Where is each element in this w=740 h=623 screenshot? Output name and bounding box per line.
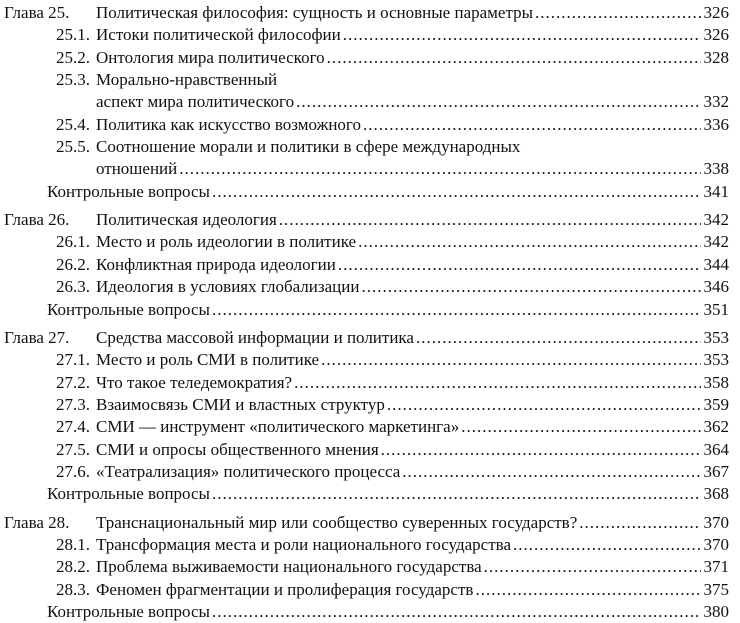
toc-section-row [0, 136, 740, 158]
page-number: 375 [703, 580, 729, 599]
toc-section-row [0, 579, 740, 601]
toc-section-row [0, 24, 740, 46]
entry-title: «Театрализация» политического процесса [96, 462, 401, 481]
chapter-number: Глава 26. [4, 210, 70, 229]
dot-leader [381, 439, 701, 461]
entry-title: Онтология мира политического [96, 48, 325, 67]
dot-leader [579, 512, 701, 534]
entry-title: Средства массовой информации и политика [96, 328, 414, 347]
entry-title: Конфликтная природа идеологии [96, 255, 336, 274]
entry-title: Идеология в условиях глобализации [96, 277, 360, 296]
entry-title: отношений [96, 159, 178, 178]
page-number: 364 [703, 440, 729, 459]
entry-title: Транснациональный мир или сообщество суверенных государств? [96, 513, 578, 532]
page-number: 367 [703, 462, 729, 481]
toc-section-row [0, 556, 740, 578]
chapter-number: Глава 27. [4, 328, 70, 347]
page-number: 358 [703, 373, 729, 392]
dot-leader [179, 158, 701, 180]
dot-leader [484, 556, 701, 578]
page-number: 342 [703, 232, 729, 251]
dot-leader [358, 231, 701, 253]
toc-section-row [0, 231, 740, 253]
toc-chapter-row [0, 512, 740, 534]
chapter-number: Глава 28. [4, 513, 70, 532]
page-number: 353 [703, 350, 729, 369]
dot-leader [212, 483, 701, 505]
toc-chapter-row [0, 2, 740, 24]
dot-leader [212, 299, 701, 321]
page-number: 344 [703, 255, 729, 274]
section-number: 28.2. [56, 557, 90, 576]
toc-review-row [0, 483, 740, 505]
section-number: 28.1. [56, 535, 90, 554]
dot-leader [513, 534, 701, 556]
dot-leader [402, 461, 701, 483]
toc-section-row [0, 372, 740, 394]
entry-title: Истоки политической философии [96, 25, 341, 44]
entry-title: Контрольные вопросы [47, 602, 210, 621]
entry-title: Соотношение морали и политики в сфере международных [96, 137, 521, 156]
section-number: 28.3. [56, 580, 90, 599]
page-number: 353 [703, 328, 729, 347]
dot-leader [294, 372, 701, 394]
chapter-number: Глава 25. [4, 3, 70, 22]
toc-section-row [0, 276, 740, 298]
section-number: 25.3. [56, 70, 90, 89]
page-number: 380 [703, 602, 729, 621]
page-number: 370 [703, 513, 729, 532]
entry-title: Проблема выживаемости национального государства [96, 557, 482, 576]
toc-section-row [0, 114, 740, 136]
page-number: 342 [703, 210, 729, 229]
toc-chapter-row [0, 209, 740, 231]
toc-section-row [0, 416, 740, 438]
dot-leader [475, 579, 701, 601]
entry-title: Трансформация места и роли национального государства [96, 535, 512, 554]
toc-review-row [0, 181, 740, 203]
entry-title: Феномен фрагментации и пролиферация государств [96, 580, 474, 599]
entry-title: Взаимосвязь СМИ и властных структур [96, 395, 385, 414]
toc-review-row [0, 601, 740, 623]
entry-title: Место и роль идеологии в политике [96, 232, 357, 251]
page-number: 359 [703, 395, 729, 414]
section-number: 27.6. [56, 462, 90, 481]
entry-title: Политическая философия: сущность и основные параметры [96, 3, 534, 22]
dot-leader [212, 601, 701, 623]
page-number: 326 [703, 3, 729, 22]
entry-title: СМИ — инструмент «политического маркетинга» [96, 417, 460, 436]
page-number: 362 [703, 417, 729, 436]
toc-review-row [0, 299, 740, 321]
dot-leader [461, 416, 701, 438]
toc-section-row [0, 254, 740, 276]
dot-leader [361, 276, 701, 298]
section-number: 27.5. [56, 440, 90, 459]
section-number: 26.1. [56, 232, 90, 251]
dot-leader [363, 114, 701, 136]
toc-section-row [0, 69, 740, 91]
dot-leader [296, 91, 701, 113]
page-number: 341 [703, 182, 729, 201]
section-number: 25.5. [56, 137, 90, 156]
dot-leader [279, 209, 701, 231]
section-number: 27.1. [56, 350, 90, 369]
entry-title: Морально-нравственный [96, 70, 278, 89]
toc-section-row [0, 439, 740, 461]
section-number: 27.3. [56, 395, 90, 414]
page-number: 370 [703, 535, 729, 554]
toc-section-row [0, 394, 740, 416]
entry-title: Политика как искусство возможного [96, 115, 361, 134]
page-number: 332 [703, 92, 729, 111]
page-number: 368 [703, 484, 729, 503]
toc-section-row [0, 349, 740, 371]
entry-title: СМИ и опросы общественного мнения [96, 440, 379, 459]
dot-leader [338, 254, 701, 276]
dot-leader [212, 181, 701, 203]
page-number: 351 [703, 300, 729, 319]
section-number: 25.4. [56, 115, 90, 134]
dot-leader [327, 47, 701, 69]
page-number: 338 [703, 159, 729, 178]
entry-title: Контрольные вопросы [47, 484, 210, 503]
entry-title: аспект мира политического [96, 92, 295, 111]
page-number: 336 [703, 115, 729, 134]
toc-section-continuation-row [0, 158, 740, 180]
dot-leader [416, 327, 701, 349]
page-number: 328 [703, 48, 729, 67]
toc-chapter-row [0, 327, 740, 349]
toc-section-continuation-row [0, 91, 740, 113]
page-number: 371 [703, 557, 729, 576]
entry-title: Контрольные вопросы [47, 182, 210, 201]
entry-title: Политическая идеология [96, 210, 277, 229]
entry-title: Место и роль СМИ в политике [96, 350, 320, 369]
toc-section-row [0, 47, 740, 69]
dot-leader [321, 349, 701, 371]
section-number: 26.3. [56, 277, 90, 296]
section-number: 26.2. [56, 255, 90, 274]
section-number: 27.2. [56, 373, 90, 392]
page-number: 326 [703, 25, 729, 44]
dot-leader [387, 394, 701, 416]
page-number: 346 [703, 277, 729, 296]
dot-leader [535, 2, 701, 24]
section-number: 25.2. [56, 48, 90, 67]
section-number: 27.4. [56, 417, 90, 436]
entry-title: Что такое теледемократия? [96, 373, 293, 392]
toc-section-row [0, 534, 740, 556]
section-number: 25.1. [56, 25, 90, 44]
entry-title: Контрольные вопросы [47, 300, 210, 319]
dot-leader [343, 24, 701, 46]
toc-section-row [0, 461, 740, 483]
